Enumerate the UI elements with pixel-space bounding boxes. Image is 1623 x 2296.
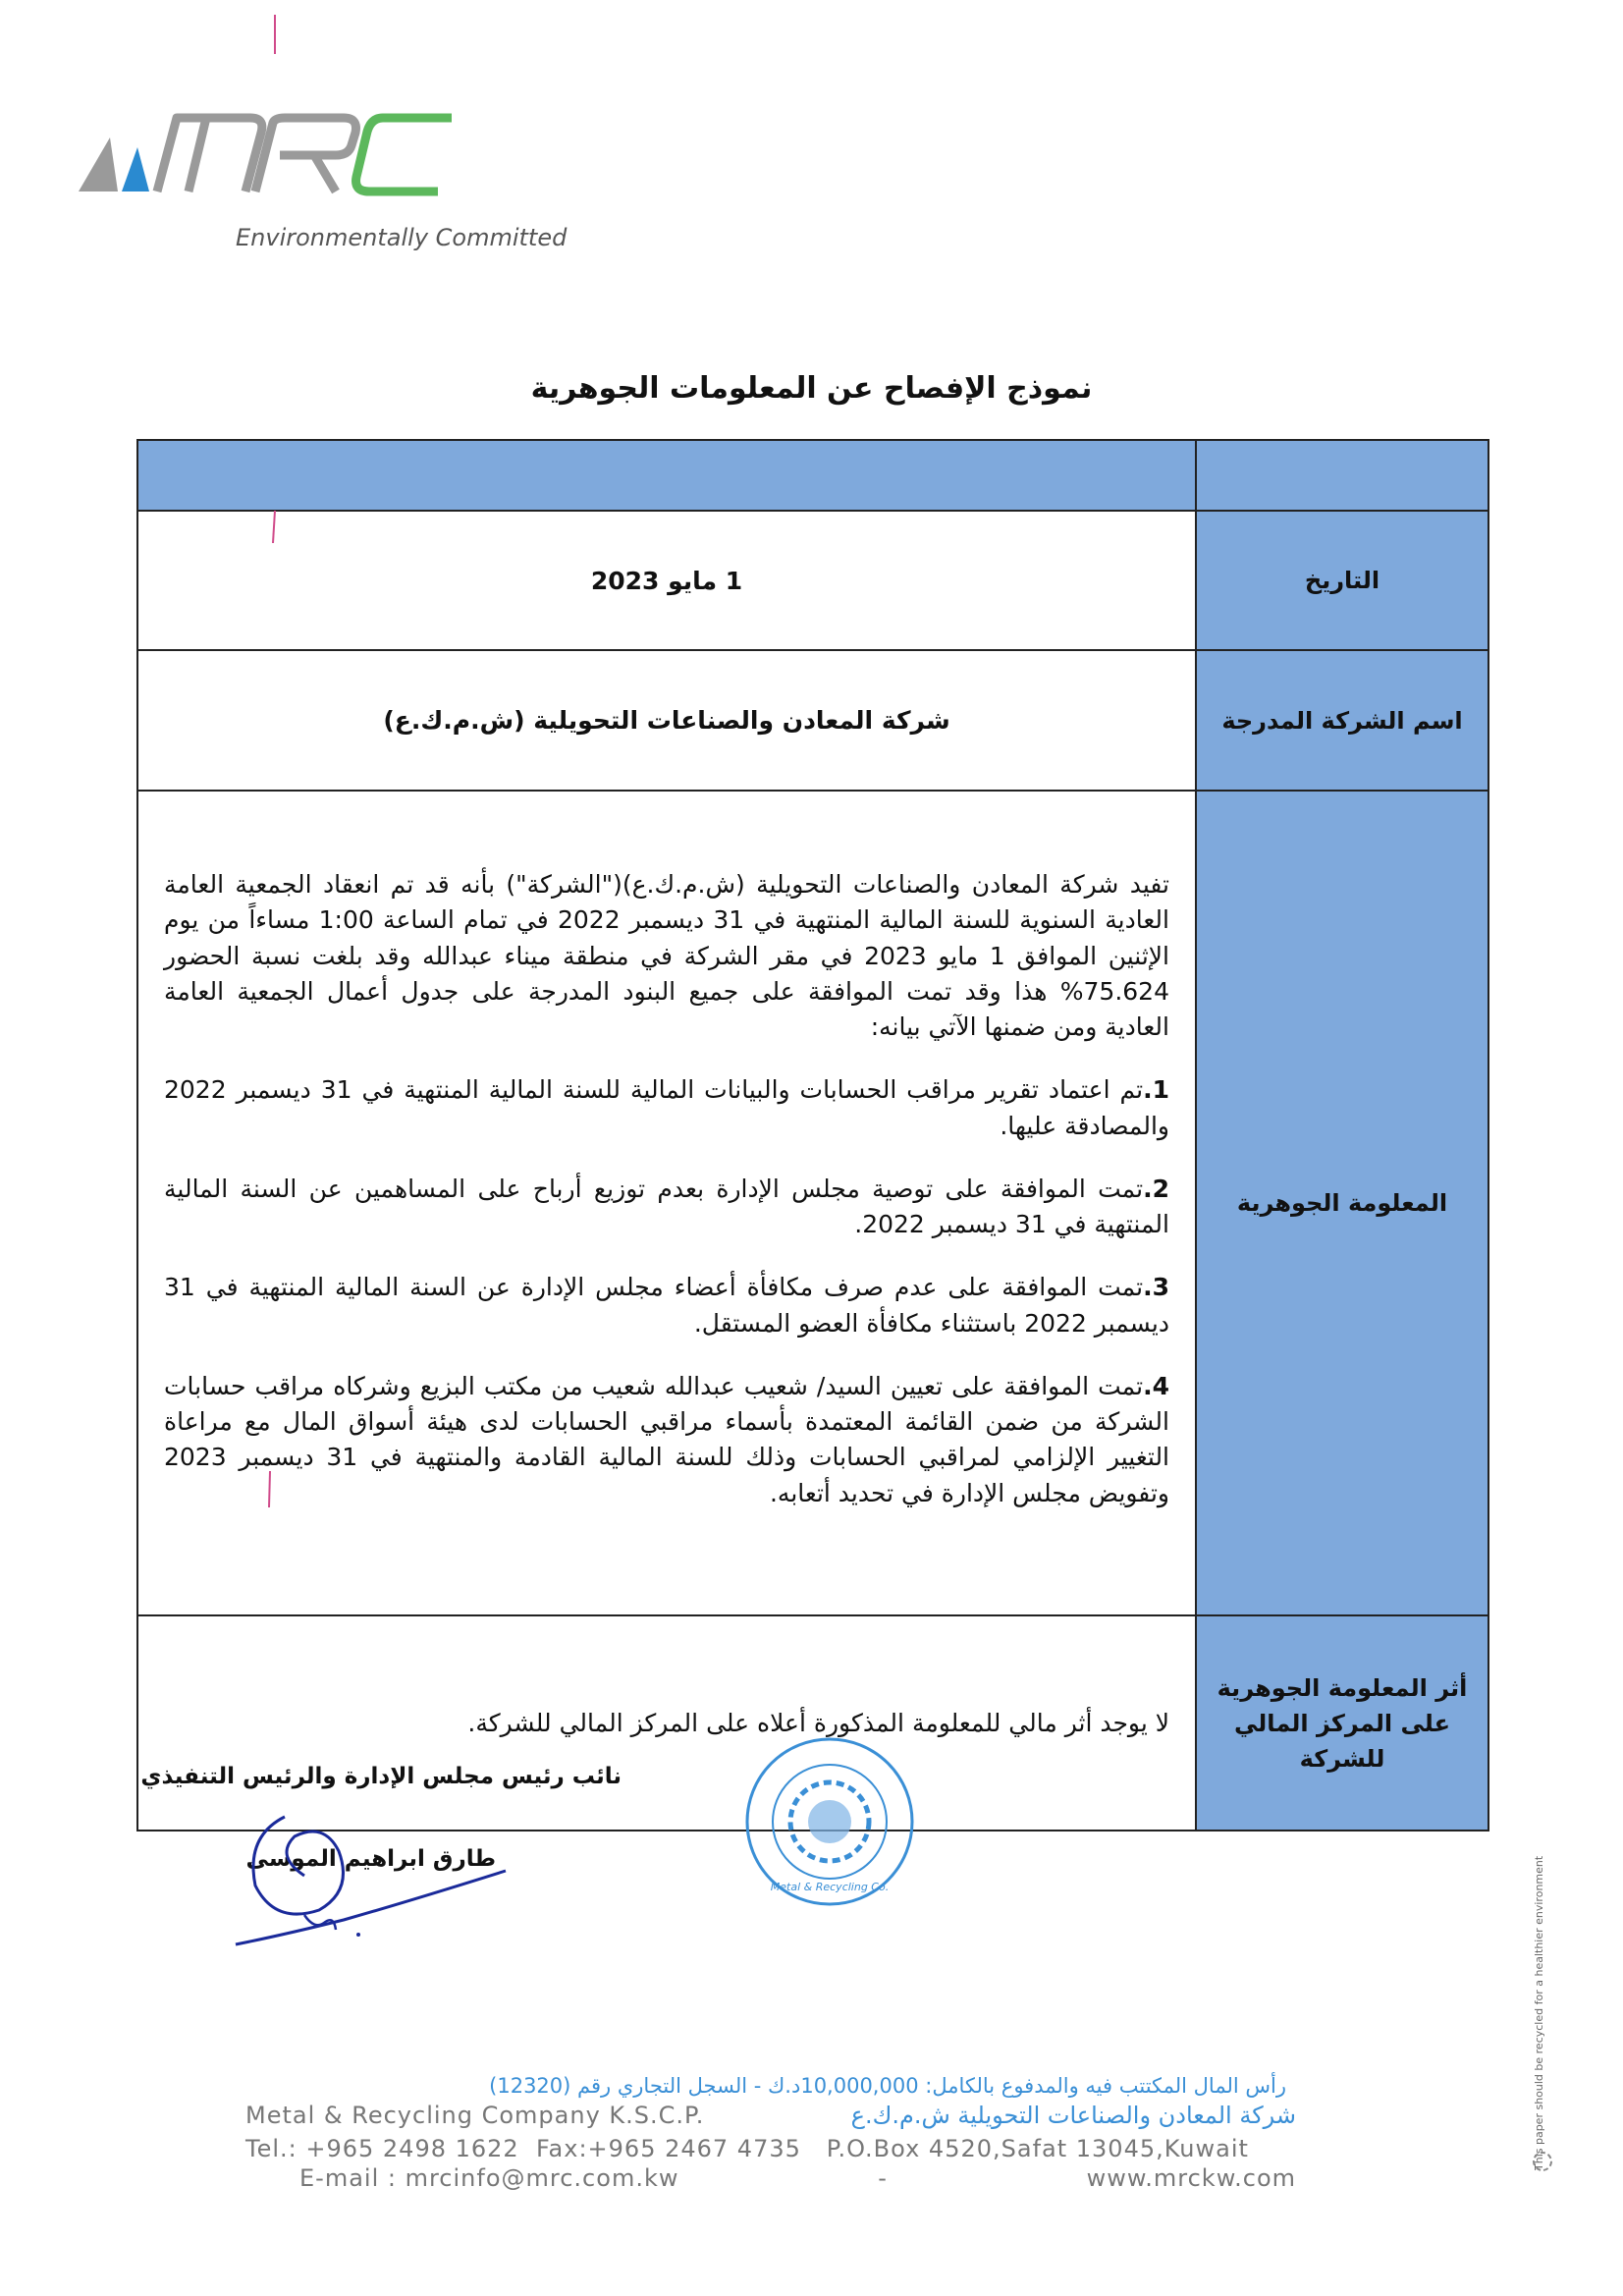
material-info-item	[164, 1270, 1169, 1341]
date-value: 1 مايو 2023	[137, 511, 1196, 650]
footer-separator: -	[878, 2164, 888, 2192]
handwritten-signature	[226, 1797, 520, 1964]
stamp-text: Metal & Recycling Co.	[770, 1881, 890, 1893]
date-label: التاريخ	[1196, 511, 1488, 650]
letterhead-footer	[245, 2074, 1296, 2192]
material-info-label: المعلومة الجوهرية	[1196, 791, 1488, 1615]
signatory-name: طارق ابراهيم الموسى	[245, 1846, 496, 1872]
item-number: 3.	[1143, 1273, 1169, 1302]
footer-company-line	[245, 2102, 1296, 2129]
header-label-cell	[1196, 440, 1488, 511]
material-info-row	[137, 791, 1488, 1615]
header-value-cell	[137, 440, 1196, 511]
footer-email: E-mail : mrcinfo@mrc.com.kw	[299, 2164, 679, 2192]
company-label: اسم الشركة المدرجة	[1196, 650, 1488, 791]
financial-impact-label: أثر المعلومة الجوهرية على المركز المالي للشركة	[1196, 1615, 1488, 1831]
document-title: نموذج الإفصاح عن المعلومات الجوهرية	[530, 371, 1093, 406]
footer-web-line	[245, 2164, 1296, 2192]
table-header-row	[137, 440, 1488, 511]
item-text: تم اعتماد تقرير مراقب الحسابات والبيانات المالية للسنة المالية المنتهية في 31 ديسمبر 2022 والمصادقة عليها.	[164, 1075, 1169, 1140]
logo-tagline: Environmentally Committed	[236, 224, 568, 251]
footer-company-ar: شركة المعادن والصناعات التحويلية ش.م.ك.ع	[850, 2102, 1296, 2129]
material-info-item	[164, 1369, 1169, 1511]
financial-impact-value: لا يوجد أثر مالي للمعلومة المذكورة أعلاه على المركز المالي للشركة.	[137, 1615, 1196, 1831]
recycle-side-note	[1527, 1787, 1550, 2170]
item-text: تمت الموافقة على تعيين السيد/ شعيب عبدالله شعيب من مكتب البزيع وشركاه مراقب حسابات الشركة من ضمن القائمة المعتمدة بأسماء مراقبي الحسابات لدى هيئة أسواق المال مع مراعاة التغيير الإلزامي لمراقبي الحسابات وذلك للسنة المالية القادمة والمنتهية في 31 ديسمبر 2023 وتفويض مجلس الإدارة في تحديد أتعابه.	[164, 1371, 1170, 1507]
item-number: 1.	[1143, 1075, 1170, 1105]
item-number: 2.	[1143, 1174, 1169, 1203]
disclosure-table	[136, 439, 1489, 1831]
company-stamp	[741, 1733, 918, 1910]
material-info-item	[164, 1172, 1169, 1243]
item-text: تمت الموافقة على عدم صرف مكافأة أعضاء مجلس الإدارة عن السنة المالية المنتهية في 31 ديسمبر 2022 باستثناء مكافأة العضو المستقل.	[164, 1273, 1169, 1338]
material-info-item	[164, 1072, 1169, 1144]
side-note-text: This paper should be recycled for a healthier environment	[1533, 1855, 1545, 2170]
footer-contacts: Tel.: +965 2498 1622 Fax:+965 2467 4735 P.O.Box 4520,Safat 13045,Kuwait	[245, 2135, 1249, 2162]
item-text: تمت الموافقة على توصية مجلس الإدارة بعدم توزيع أرباح على المساهمين عن السنة المالية المنتهية في 31 ديسمبر 2022.	[164, 1174, 1169, 1239]
footer-website: www.mrckw.com	[1086, 2164, 1296, 2192]
material-info-intro: تفيد شركة المعادن والصناعات التحويلية (ش.م.ك.ع)("الشركة") بأنه قد تم انعقاد الجمعية العامة العادية السنوية للسنة المالية المنتهية في 31 ديسمبر 2022 في تمام الساعة 1:00 مساءاً من يوم الإثنين الموافق 1 مايو 2023 في مقر الشركة في منطقة ميناء عبدالله وقد بلغت نسبة الحضور 75.624% هذا وقد تمت الموافقة على جميع البنود المدرجة على جدول أعمال الجمعية العامة العادية ومن ضمنها الآتي بيانه:	[164, 870, 1169, 1042]
signatory-title: نائب رئيس مجلس الإدارة والرئيس التنفيذي	[140, 1764, 622, 1789]
company-value: شركة المعادن والصناعات التحويلية (ش.م.ك.ع)	[137, 650, 1196, 791]
footer-capital-line: رأس المال المكتتب فيه والمدفوع بالكامل: 10,000,000د.ك - السجل التجاري رقم (12320)	[489, 2074, 1286, 2098]
item-number: 4.	[1143, 1371, 1169, 1400]
footer-company-en: Metal & Recycling Company K.S.C.P.	[245, 2102, 705, 2129]
recycle-icon	[1532, 2151, 1553, 2172]
date-row	[137, 511, 1488, 650]
company-row	[137, 650, 1488, 791]
material-info-value	[137, 791, 1196, 1615]
